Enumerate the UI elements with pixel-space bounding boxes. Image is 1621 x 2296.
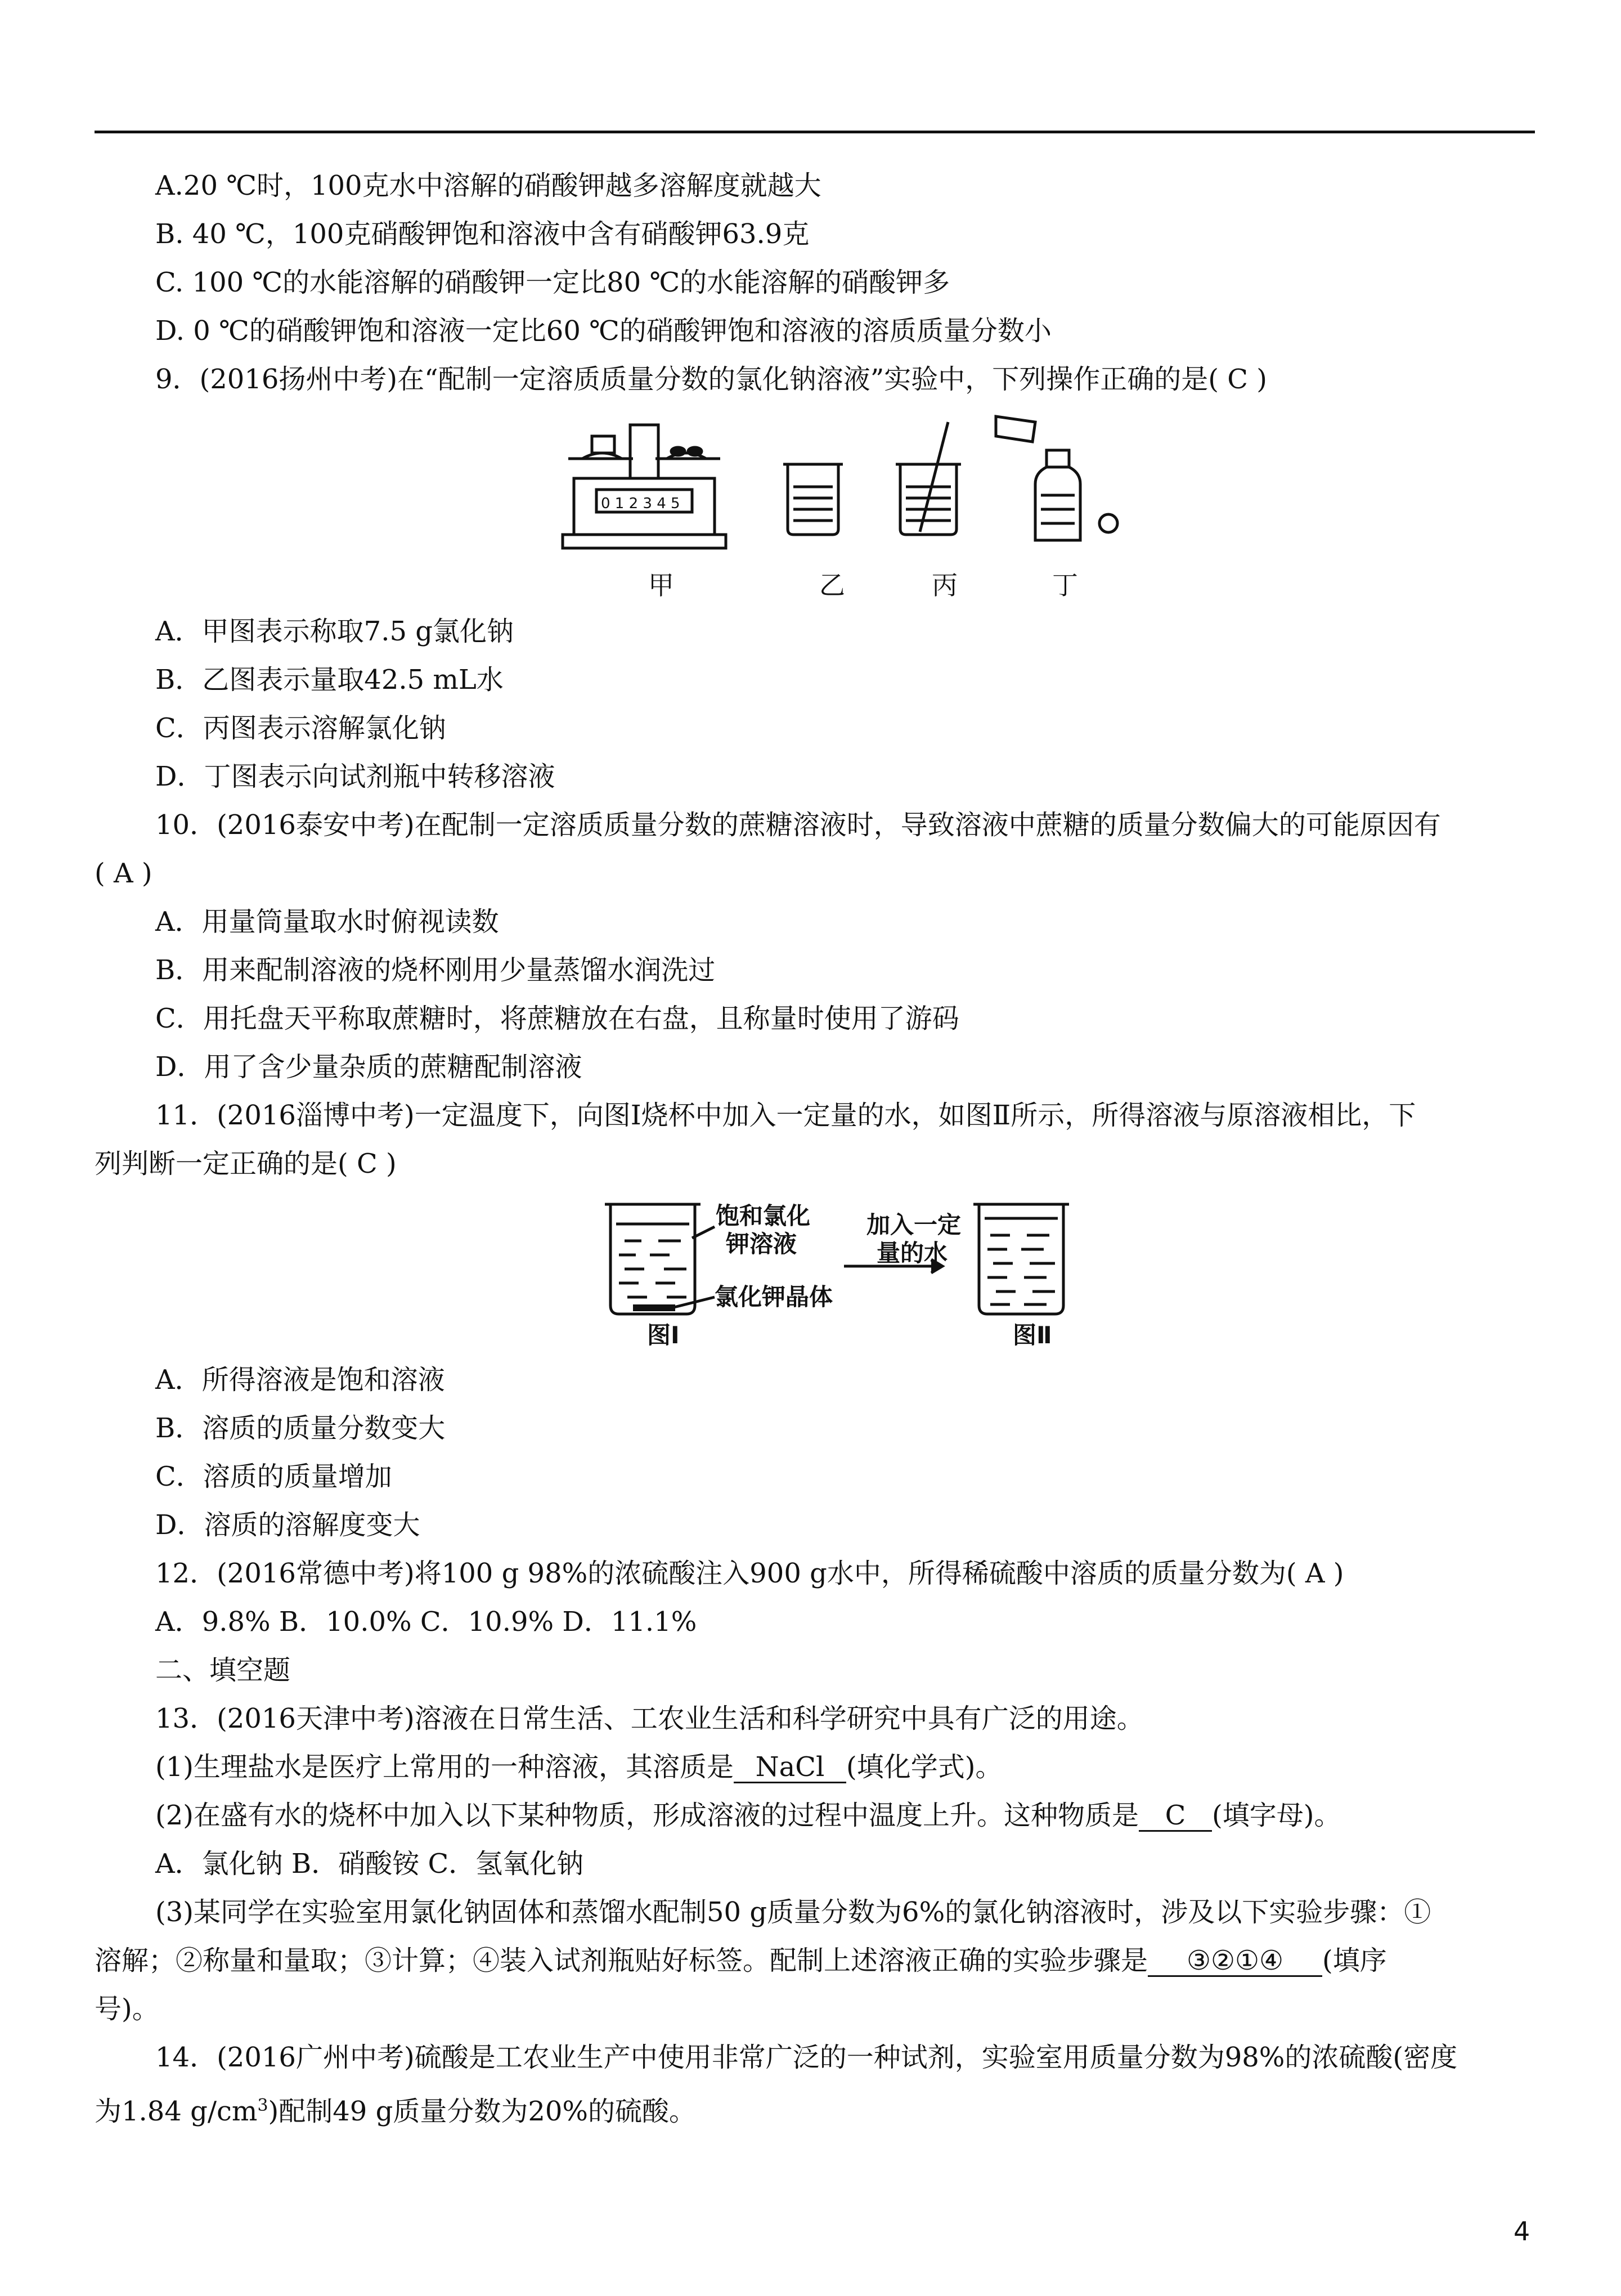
beaker-diluted-icon	[973, 1204, 1069, 1314]
q13-part2-suffix: (填字母)。	[1212, 1800, 1341, 1831]
beaker-saturated-icon	[605, 1204, 715, 1314]
q13-part3-text: 溶解；②称量和量取；③计算；④装入试剂瓶贴好标签。配制上述溶液正确的实验步骤是	[95, 1945, 1148, 1976]
q8-option-c: C. 100 ℃的水能溶解的硝酸钾一定比80 ℃的水能溶解的硝酸钾多	[155, 267, 950, 298]
q14-stem-line2	[95, 2089, 696, 2128]
balance-icon	[563, 425, 726, 548]
figure-9-lab-equipment	[551, 411, 1159, 557]
beaker-with-rod-icon	[896, 422, 961, 535]
q13-part1-answer: NaCl	[734, 1752, 846, 1783]
balance-scale-digits: 0 1 2 3 4 5	[601, 495, 680, 512]
figure-9-caption-yi: 乙	[819, 570, 845, 600]
header-rule	[95, 131, 1535, 133]
q11-option-d: D．溶质的溶解度变大	[155, 1509, 420, 1541]
q13-part3-line3: 号)。	[95, 1993, 159, 2025]
label-saturated-solution-line1: 饱和氯化	[716, 1202, 811, 1230]
figure-9-caption-bing: 丙	[932, 570, 958, 600]
q11-option-a: A．所得溶液是饱和溶液	[155, 1364, 445, 1396]
q13-part3-line2	[95, 1944, 1387, 1977]
q9-option-c: C．丙图表示溶解氯化钠	[155, 712, 446, 744]
q13-part3-suffix: (填序	[1322, 1945, 1387, 1976]
crystal-layer	[633, 1304, 675, 1311]
q14-text: 为1.84 g/cm	[95, 2096, 258, 2127]
label-crystal: 氯化钾晶体	[715, 1283, 833, 1311]
q8-option-d: D. 0 ℃的硝酸钾饱和溶液一定比60 ℃的硝酸钾饱和溶液的溶质质量分数小	[155, 315, 1052, 347]
figure-9-caption-ding: 丁	[1052, 570, 1078, 600]
q13-part1-suffix: (填化学式)。	[846, 1751, 1003, 1783]
label-add-water-line2: 量的水	[877, 1239, 948, 1267]
q13-part2-text: (2)在盛有水的烧杯中加入以下某种物质，形成溶液的过程中温度上升。这种物质是	[155, 1800, 1139, 1831]
q14-stem-line1: 14．(2016广州中考)硫酸是工农业生产中使用非常广泛的一种试剂，实验室用质量分数为98%的浓硫酸(密度	[155, 2042, 1458, 2073]
page-number: 4	[1514, 2216, 1530, 2246]
q13-part3-line1: (3)某同学在实验室用氯化钠固体和蒸馏水配制50 g质量分数为6%的氯化钠溶液时，涉及以下实验步骤：①	[155, 1896, 1431, 1928]
q13-part3-answer: ③②①④	[1148, 1946, 1322, 1977]
figure-11-beakers	[602, 1193, 1086, 1322]
q10-option-d: D．用了含少量杂质的蔗糖配制溶液	[155, 1051, 582, 1083]
q11-option-b: B．溶质的质量分数变大	[155, 1412, 446, 1444]
label-saturated-solution-line2: 钾溶液	[726, 1230, 797, 1258]
q13-stem: 13．(2016天津中考)溶液在日常生活、工农业生活和科学研究中具有广泛的用途。	[155, 1703, 1144, 1734]
q9-option-d: D．丁图表示向试剂瓶中转移溶液	[155, 761, 555, 792]
figure-11-caption-1: 图Ⅰ	[647, 1321, 680, 1349]
q11-stem-line2: 列判断一定正确的是( C )	[95, 1148, 397, 1180]
reagent-bottle-icon	[996, 416, 1117, 540]
q12-options: A．9.8% B．10.0% C．10.9% D．11.1%	[155, 1606, 697, 1638]
q10-stem-line1: 10．(2016泰安中考)在配制一定溶质质量分数的蔗糖溶液时，导致溶液中蔗糖的质量分数偏大的可能原因有	[155, 809, 1441, 841]
q13-part2	[155, 1799, 1341, 1832]
q14-superscript: 3	[257, 2096, 268, 2115]
q9-stem: 9．(2016扬州中考)在“配制一定溶质质量分数的氯化钠溶液”实验中，下列操作正确的是( C )	[155, 364, 1267, 395]
q13-part2-answer: C	[1139, 1801, 1212, 1832]
q12-stem: 12．(2016常德中考)将100 g 98%的浓硫酸注入900 g水中，所得稀硫酸中溶质的质量分数为( A )	[155, 1558, 1344, 1589]
q13-part1-text: (1)生理盐水是医疗上常用的一种溶液，其溶质是	[155, 1751, 734, 1783]
q13-part1	[155, 1750, 1002, 1784]
q11-stem-line1: 11．(2016淄博中考)一定温度下，向图Ⅰ烧杯中加入一定量的水，如图Ⅱ所示，所得溶液与原溶液相比，下	[155, 1100, 1416, 1131]
q10-option-a: A．用量筒量取水时俯视读数	[155, 906, 499, 938]
figure-11-caption-2: 图Ⅱ	[1013, 1321, 1052, 1349]
label-add-water-line1: 加入一定	[866, 1211, 962, 1239]
q8-option-b: B. 40 ℃，100克硝酸钾饱和溶液中含有硝酸钾63.9克	[155, 218, 810, 250]
beaker-icon	[783, 464, 843, 535]
q8-option-a: A.20 ℃时，100克水中溶解的硝酸钾越多溶解度就越大	[155, 170, 821, 201]
q13-part2-options: A．氯化钠 B．硝酸铵 C．氢氧化钠	[155, 1848, 584, 1880]
q9-option-b: B．乙图表示量取42.5 mL水	[155, 664, 504, 696]
figure-9-caption-jia: 甲	[648, 570, 674, 600]
q10-option-c: C．用托盘天平称取蔗糖时，将蔗糖放在右盘，且称量时使用了游码	[155, 1003, 959, 1034]
q14-suffix: )配制49 g质量分数为20%的硫酸。	[268, 2096, 697, 2127]
section-fill-in-heading: 二、填空题	[155, 1654, 291, 1686]
q10-option-b: B．用来配制溶液的烧杯刚用少量蒸馏水润洗过	[155, 954, 716, 986]
q10-stem-line2: ( A )	[95, 858, 152, 889]
q11-option-c: C．溶质的质量增加	[155, 1461, 392, 1492]
q9-option-a: A．甲图表示称取7.5 g氯化钠	[155, 616, 514, 647]
